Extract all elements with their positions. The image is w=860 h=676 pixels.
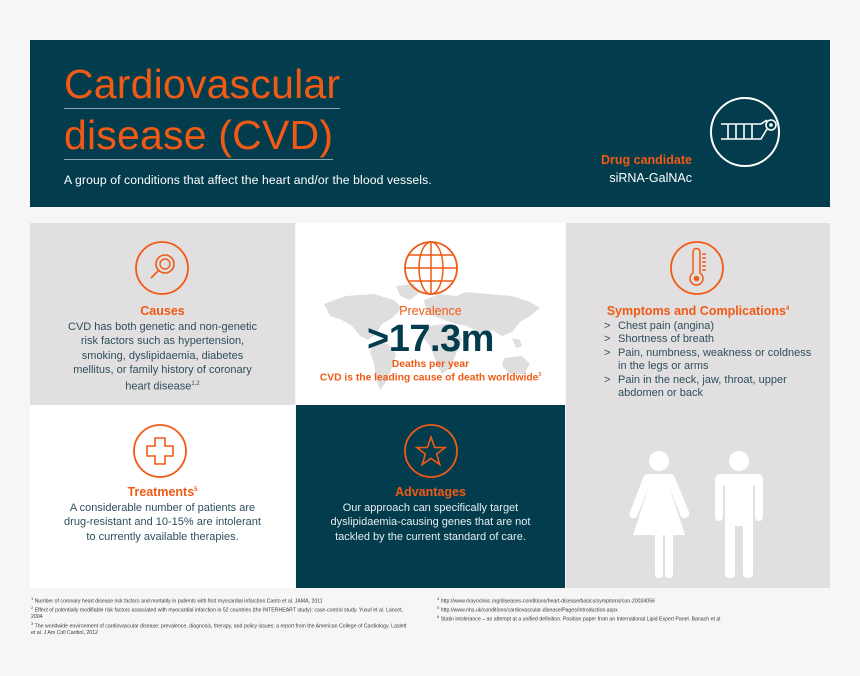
page-title [64,60,340,160]
people-panel [566,405,830,588]
advantages-panel [296,405,565,588]
treatments-text: A considerable number of patients are drug-resistant and 10-15% are intolerant to currently available therapies. [64,502,261,543]
footnote: $^6$ Statin intolerance – an attempt at a unified definition. Position paper from an International Lipid Expert Panel. Banach et al [437,614,721,624]
reference-marker: 4 [785,305,790,312]
symptoms-panel [566,223,830,405]
footnote: $^3$ The worldwide environment of cardiovascular disease: prevalence, diagnosis, therapy, and policy issues: a report from the American College of Cardiology. Laslett et al. J Am Coll Cardiol, 2012 [31,620,407,636]
chevron-right-icon: > [604,346,611,359]
list-item: > Shortness of breath [604,333,715,346]
advantages-text: Our approach can specifically target dyslipidaemia-causing genes that are not tackled by the current standard of care. [330,502,531,543]
list-item: > Pain in the neck, jaw, throat, upper abdomen or back [604,373,787,400]
star-icon [403,423,459,479]
symptoms-title: Symptoms and Complications$^4$ [606,304,790,318]
magnifier-icon [134,240,190,296]
medical-cross-icon [132,423,188,479]
thermometer-icon [669,240,725,296]
reference-marker: 1,2 [191,381,200,388]
footnote: $^5$ http://www.nhs.uk/conditions/cardiovascular-disease/Pages/Introduction.aspx [437,605,618,614]
causes-title: Causes [140,304,185,318]
globe-icon [403,240,459,296]
subtitle: A group of conditions that affect the heart and/or the blood vessels. [64,173,432,187]
drug-candidate-label: Drug candidate [601,153,692,167]
causes-text: CVD has both genetic and non-genetic risk factors such as hypertension, smoking, dyslipidaemia, diabetes mellitus, or family history of coronary heart disease$^{1,2}$ [68,321,257,393]
treatments-panel [30,405,295,588]
prevalence-panel [296,223,565,405]
woman-man-figures-icon [629,450,769,580]
causes-panel [30,223,295,405]
list-item: > Chest pain (angina) [604,320,715,332]
footnotes-left [31,596,411,636]
chevron-right-icon: > [604,320,611,332]
title-line-2: disease (CVD) [64,112,334,158]
deaths-per-year-label: Deaths per year [391,359,470,370]
treatments-title: Treatments$^5$ [127,485,198,499]
footnote: $^1$ Number of coronary heart disease risk factors and mortality in patients with first myocardial infarction.Canto et al. JAMA, 2011 [31,596,323,605]
chevron-right-icon: > [604,373,611,386]
reference-marker: 3 [538,372,542,378]
title-line-1: Cardiovascular [64,61,341,107]
sirna-molecule-icon [709,96,781,168]
leading-cause-label: CVD is the leading cause of death worldwide$^3$ [319,372,542,384]
footnote: $^2$ Effect of potentially modifiable risk factors associated with myocardial infarction in 52 countries (the INTERHEART study): case-control study. Yusuf et al. Lancet, 2004 [31,605,403,621]
footnotes-right [437,596,832,623]
advantages-title: Advantages [395,485,466,499]
header-banner [30,40,830,207]
prevalence-title: Prevalence [399,304,462,318]
reference-marker: 5 [194,486,198,493]
drug-candidate-value: siRNA-GalNAc [609,171,692,185]
symptoms-list [604,320,814,400]
list-item: > Pain, numbness, weakness or coldness in the legs or arms [604,346,812,373]
footnote: $^4$ http://www.mayoclinic.org/diseases-conditions/heart-disease/basics/symptoms/con-20034056 [437,596,655,605]
prevalence-value: >17.3m [367,318,494,360]
chevron-right-icon: > [604,333,611,346]
